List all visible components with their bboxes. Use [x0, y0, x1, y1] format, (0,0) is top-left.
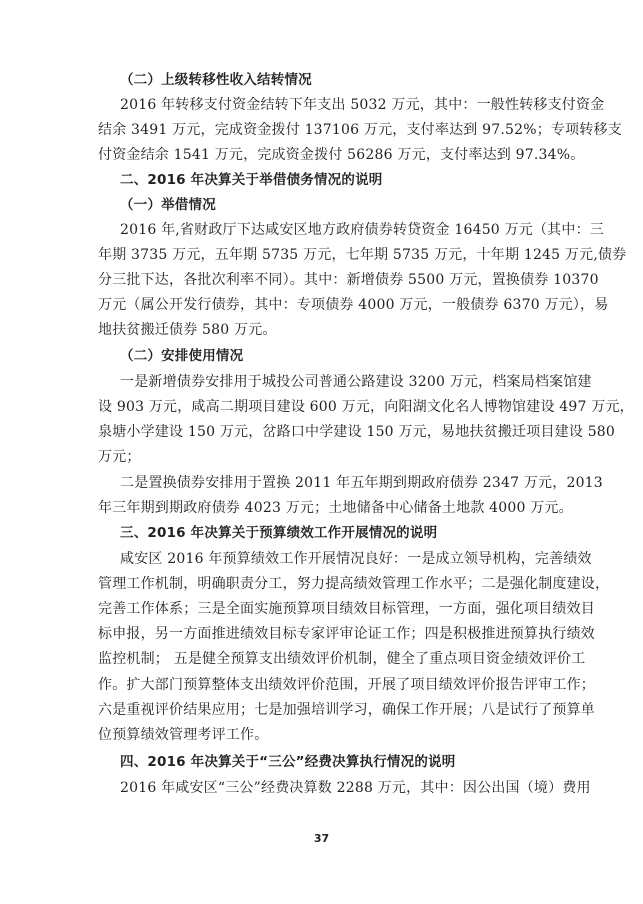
paragraph-line: 年期 3735 万元，五年期 5735 万元，七年期 5735 万元，十年期 1245 万元,债券: [98, 247, 627, 263]
paragraph-line: 2016 年转移支付资金结转下年支出 5032 万元，其中：一般性转移支付资金: [120, 97, 605, 113]
paragraph-line: 二是置换债券安排用于置换 2011 年五年期到期政府债券 2347 万元，2013: [120, 475, 603, 491]
paragraph-line: 完善工作体系；三是全面实施预算项目绩效目标管理，一方面，强化项目绩效目: [98, 601, 595, 617]
section-heading: （二）安排使用情况: [120, 348, 244, 364]
paragraph-line: 地扶贫搬迁债券 580 万元。: [98, 322, 277, 338]
paragraph-line: 万元（属公开发行债券，其中：专项债券 4000 万元，一般债券 6370 万元），易: [98, 297, 609, 313]
paragraph-line: 六是重视评价结果应用；七是加强培训学习，确保工作开展；八是试行了预算单: [98, 702, 595, 718]
paragraph-line: 位预算绩效管理考评工作。: [98, 727, 269, 743]
page-number: 37: [313, 832, 330, 845]
section-heading: 四、2016 年决算关于“三公”经费决算执行情况的说明: [120, 754, 456, 770]
paragraph-line: 分三批下达，各批次利率不同）。其中：新增债券 5500 万元，置换债券 10370: [98, 272, 599, 288]
paragraph-line: 2016 年,省财政厅下达咸安区地方政府债券转贷资金 16450 万元（其中：三: [120, 222, 604, 238]
paragraph-line: 设 903 万元，咸高二期项目建设 600 万元，向阳湖文化名人博物馆建设 497 万元，: [98, 399, 634, 415]
paragraph-line: 一是新增债券安排用于城投公司普通公路建设 3200 万元，档案局档案馆建: [120, 374, 592, 390]
paragraph-line: 年三年期到期政府债券 4023 万元；土地储备中心储备土地款 4000 万元。: [98, 500, 573, 516]
paragraph-line: 管理工作机制，明确职责分工，努力提高绩效管理工作水平；二是强化制度建设，: [98, 576, 610, 592]
section-heading: 三、2016 年决算关于预算绩效工作开展情况的说明: [120, 525, 438, 541]
paragraph-line: 咸安区 2016 年预算绩效工作开展情况良好：一是成立领导机构，完善绩效: [120, 551, 592, 567]
section-heading: （二）上级转移性收入结转情况: [120, 72, 312, 88]
paragraph-line: 泉塘小学建设 150 万元，岔路口中学建设 150 万元，易地扶贫搬迁项目建设 580: [98, 424, 616, 440]
section-heading: 二、2016 年决算关于举借债务情况的说明: [120, 172, 383, 188]
section-heading: （一）举借情况: [120, 197, 216, 213]
paragraph-line: 结余 3491 万元，完成资金拨付 137106 万元，支付率达到 97.52%；专项转移支: [98, 122, 622, 138]
paragraph-line: 2016 年咸安区“三公”经费决算数 2288 万元，其中：因公出国（境）费用: [120, 780, 591, 796]
paragraph-line: 作。扩大部门预算整体支出绩效评价范围，开展了项目绩效评价报告评审工作；: [98, 677, 595, 693]
paragraph-line: 付资金结余 1541 万元，完成资金拨付 56286 万元，支付率达到 97.34%。: [98, 147, 585, 163]
paragraph-line: 监控机制； 五是健全预算支出绩效评价机制，健全了重点项目资金绩效评价工: [98, 651, 586, 667]
paragraph-line: 万元；: [98, 449, 141, 465]
paragraph-line: 标申报，另一方面推进绩效目标专家评审论证工作；四是积极推进预算执行绩效: [98, 626, 595, 642]
